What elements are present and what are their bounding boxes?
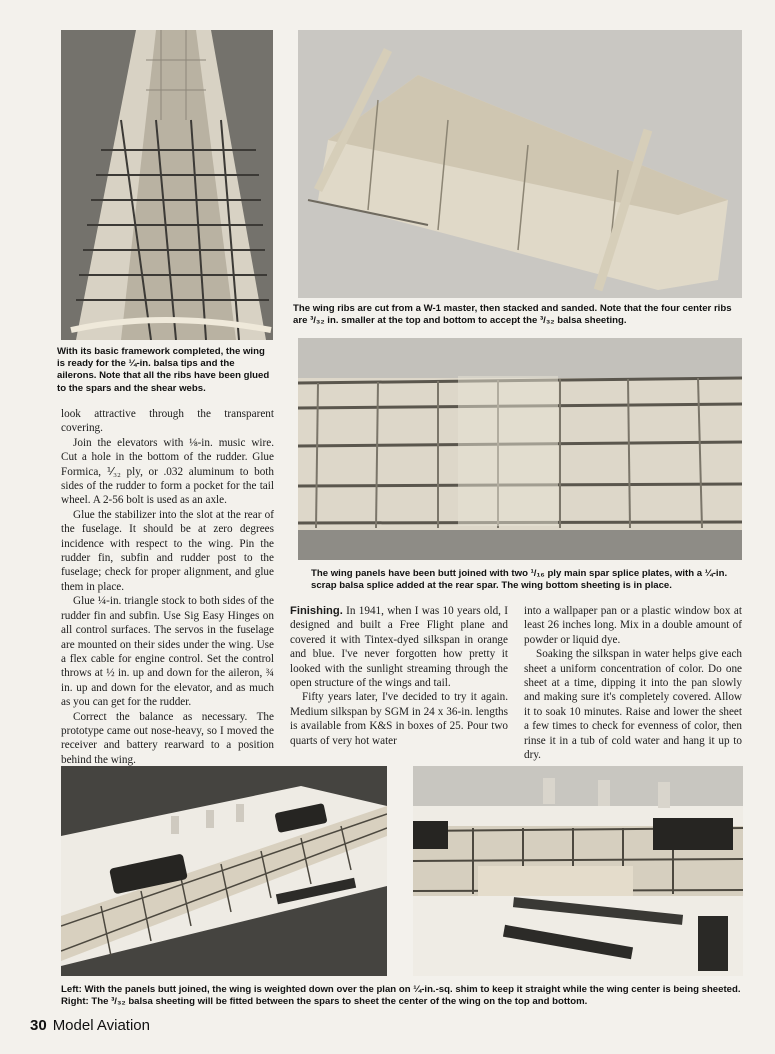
col2-paragraph: [290, 604, 508, 690]
col1-paragraph: Correct the balance as necessary. The prototype came out nose-heavy, so I moved the receiver and battery rearward to a position behind the wing.: [61, 710, 274, 766]
col1-paragraph: look attractive through the transparent covering.: [61, 408, 274, 435]
publication-name: Model Aviation: [52, 1017, 150, 1034]
col1-paragraph: Glue the stabilizer into the slot at the rear of the fuselage. It should be at zero degrees incidence with respect to the wing. Pin the rudder fin, subfin and rudder post to the fuselage; check for proper alignment, and glue them in place.: [61, 508, 274, 593]
col3-paragraph: Soaking the silkspan in water helps give each sheet a uniform concentration of color. Do one sheet at a time, dipping it into the pan slowly and making sure it's completely covered. Allow it to soak 10 minutes. Raise and lower the sheet a few times to check for evenness of color, then rinse it in a tub of cold water and hang it up to dry.: [524, 648, 742, 762]
col2-paragraph: Fifty years later, I've decided to try it again. Medium silkspan by SGM in 24 x 36-in. lengths is available from K&S in boxes of 25. Pour two quarts of very hot water: [290, 691, 508, 747]
page-number: 30: [30, 1017, 47, 1034]
col2-paragraph-text: In 1941, when I was 10 years old, I designed and built a Free Flight plane and covered it with Tintex-dyed silkspan in orange and blue. I've never forgotten how pretty it looked with the sunlight streaming through the open structure of the wings and tail.: [290, 605, 509, 690]
bottom-photos-caption: Left: With the panels butt joined, the wing is weighted down over the plan on ¼-in.-sq. shim to keep it straight while the wing center is being sheeted. Right: The ³/₃₂ balsa sheeting will be fitted between the spars to sheet the center of the wing on the top and bottom.: [61, 984, 741, 1008]
col1-paragraph: Glue ¼-in. triangle stock to both sides of the rudder fin and subfin. Use Sig Easy Hinges on all control surfaces. The servos in the fuselage are mounted on their sides under the wing. Use a flex cable for engine control. Set the control throws at ½ in. up and down for the aileron, ¾ in. up and down for the elevator, and as much as you can get for the rudder.: [61, 595, 274, 709]
sheeting-center-photo: [413, 766, 743, 976]
wing-framework-caption: With its basic framework completed, the wing is ready for the ¼-in. balsa tips and the ailerons. Note that all the ribs have been glued to the spars and the shear webs.: [57, 346, 270, 394]
article-column-3: [524, 604, 742, 762]
wing-framework-photo: [61, 30, 273, 340]
weighted-wing-photo: [61, 766, 387, 976]
wing-panels-caption: The wing panels have been butt joined with two ¹/₁₆ ply main spar splice plates, with a ¼-in. scrap balsa splice added at the rear spar. The wing bottom sheeting is in place.: [311, 568, 728, 592]
article-column-1: [61, 407, 274, 767]
page-footer: [30, 1017, 150, 1034]
col1-paragraph: Join the elevators with ⅛-in. music wire. Cut a hole in the bottom of the rudder. Glue Formica, ⅟₃₂ ply, or .032 aluminum to both sides of the rudder to form a pocket for the tail wheel. A 2-56 bolt is used as an axle.: [61, 436, 274, 507]
wing-panels-photo: [298, 338, 742, 560]
wing-ribs-caption: The wing ribs are cut from a W-1 master, then stacked and sanded. Note that the four center ribs are ³/₃₂ in. smaller at the top and bottom to accept the ³/₃₂ balsa sheeting.: [293, 303, 732, 327]
col3-paragraph: into a wallpaper pan or a plastic window box at least 26 inches long. Mix in a double amount of powder or liquid dye.: [524, 605, 742, 646]
finishing-heading: Finishing.: [290, 605, 343, 617]
wing-ribs-photo: [298, 30, 742, 298]
article-column-2: [290, 604, 508, 748]
